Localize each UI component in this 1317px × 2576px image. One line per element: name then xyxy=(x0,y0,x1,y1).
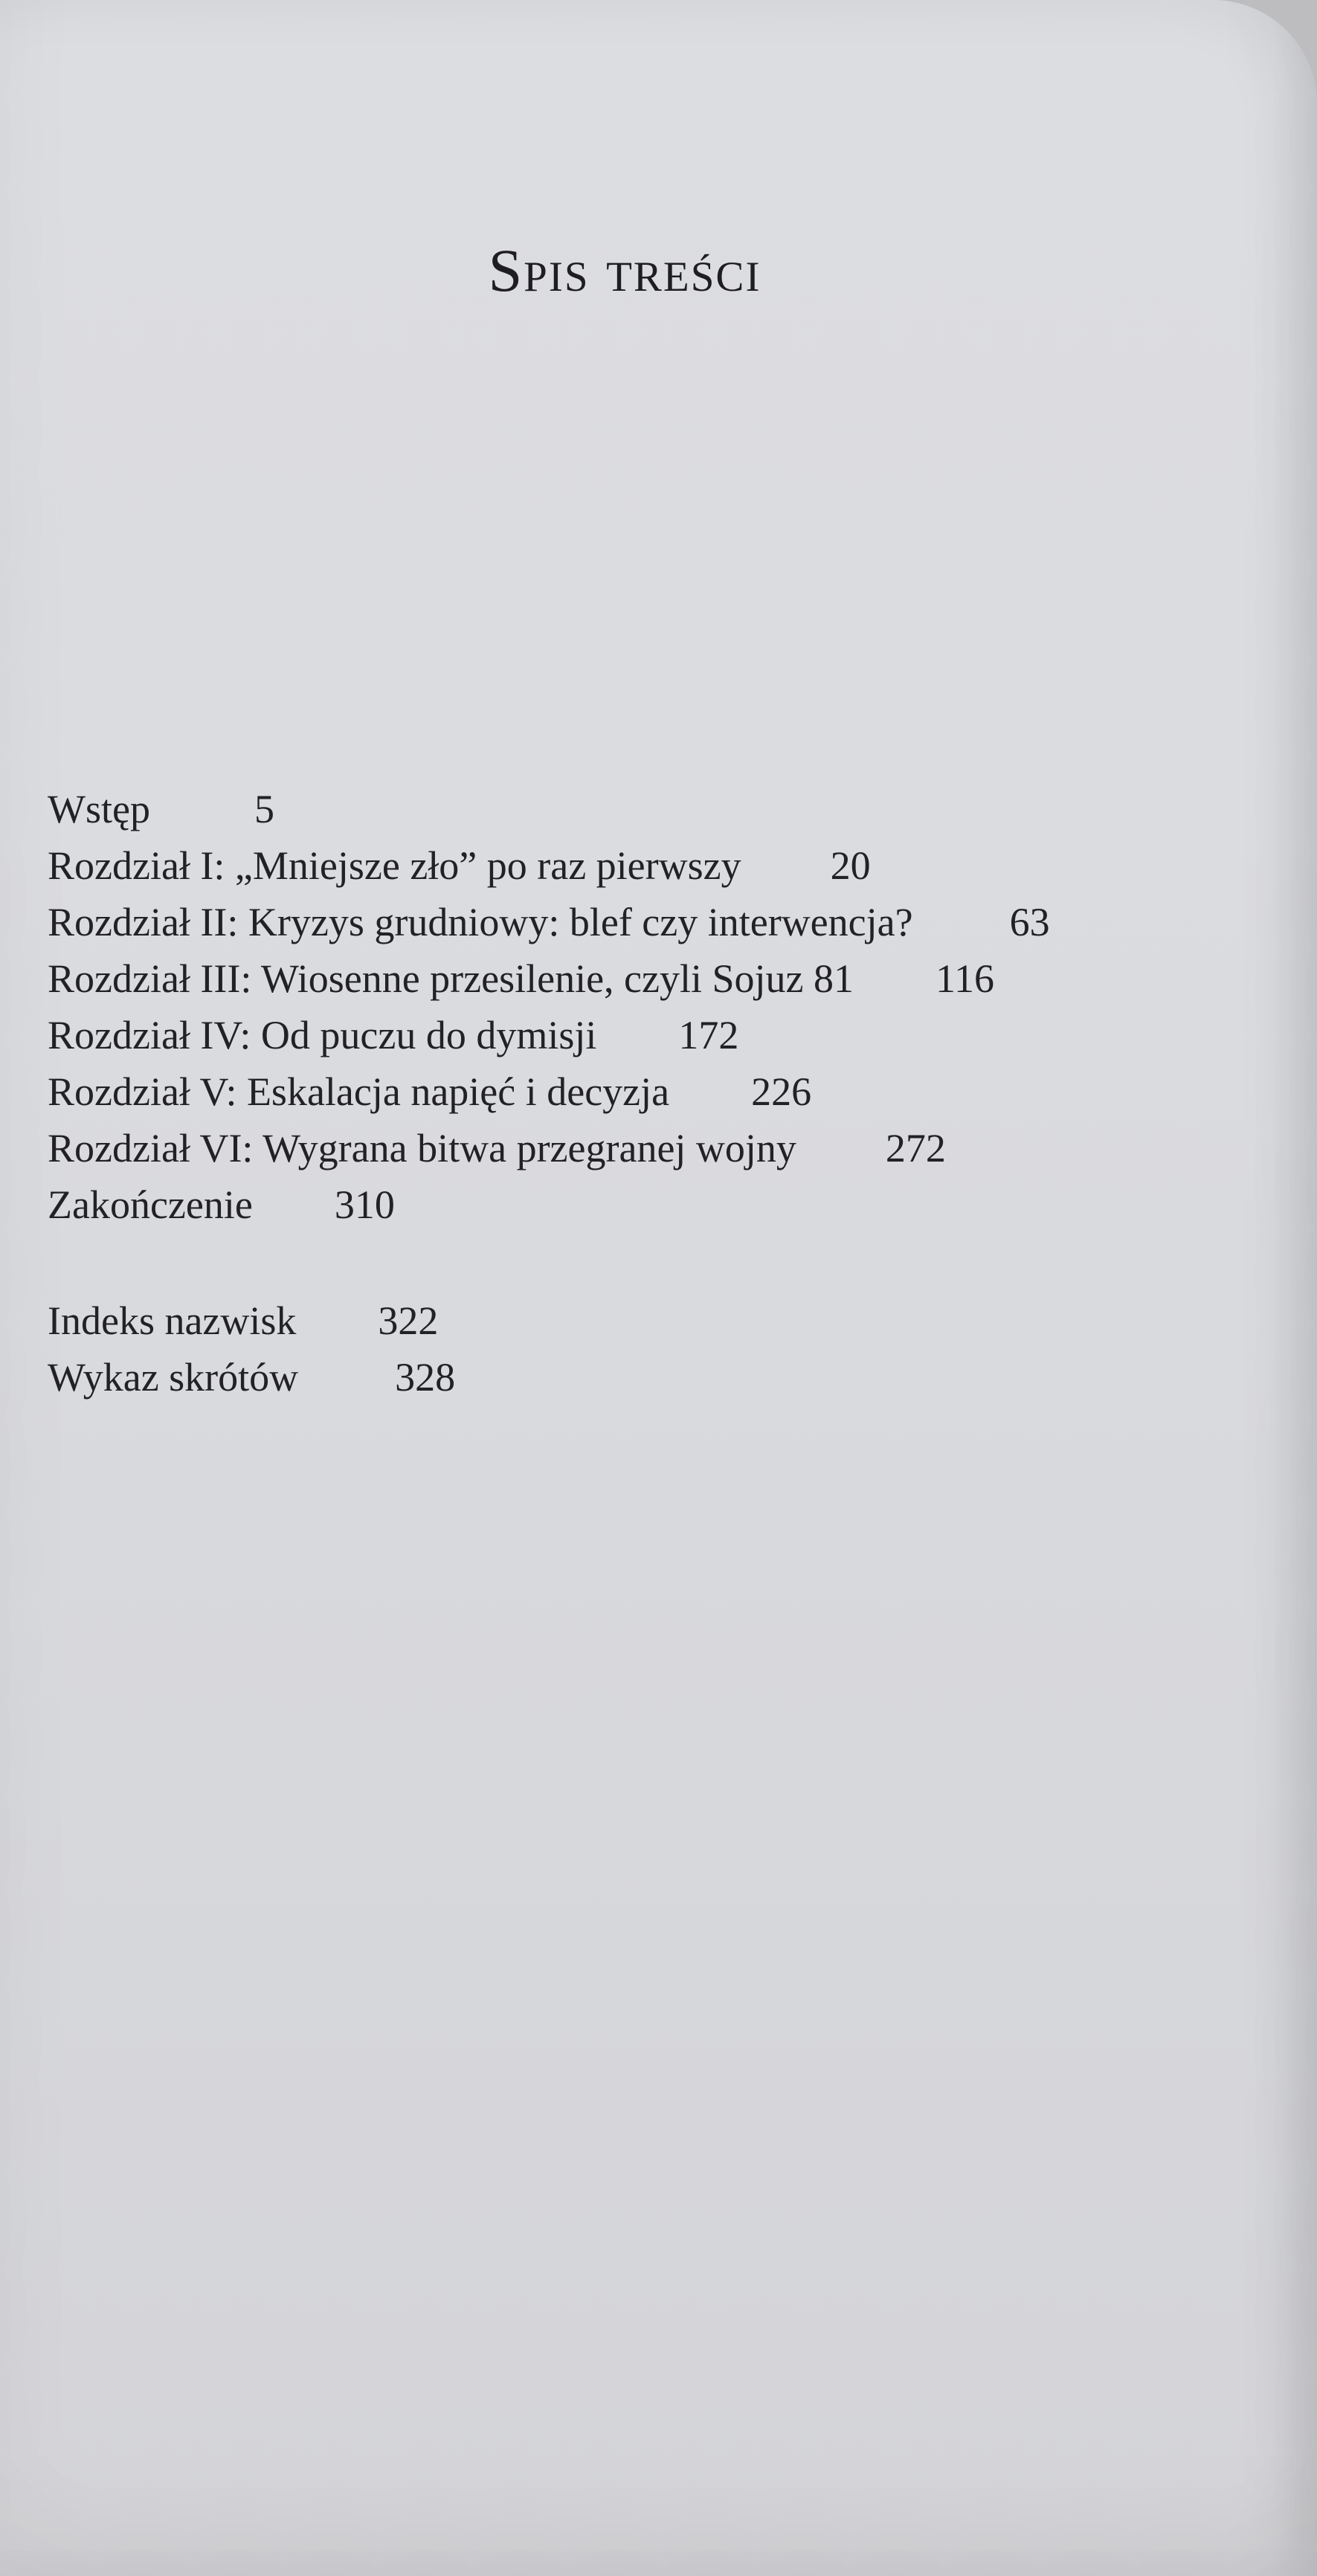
toc-entry-label: Rozdział IV: Od puczu do dymisji xyxy=(48,1013,597,1057)
toc-entry-label: Indeks nazwisk xyxy=(48,1298,297,1343)
toc-entry-page: 322 xyxy=(378,1298,439,1343)
toc-entry-page: 5 xyxy=(254,787,274,831)
toc-entry-label: Rozdział III: Wiosenne przesilenie, czyli Sojuz 81 xyxy=(48,956,854,1001)
page-edge-shadow xyxy=(1272,0,1317,2576)
table-of-contents xyxy=(48,781,1275,1405)
toc-entry-page: 328 xyxy=(395,1355,456,1400)
toc-entry xyxy=(48,1063,1275,1120)
toc-entry-page: 116 xyxy=(935,956,994,1001)
page-title: Spis treści xyxy=(488,236,761,304)
toc-entry xyxy=(48,1120,1275,1176)
toc-entry-page: 310 xyxy=(334,1182,395,1227)
toc-entry-label: Wykaz skrótów xyxy=(48,1355,299,1400)
toc-chapters xyxy=(48,781,1275,1233)
toc-entry xyxy=(48,781,1275,837)
toc-entry xyxy=(48,894,1275,950)
toc-entry-page: 272 xyxy=(885,1126,946,1171)
toc-entry xyxy=(48,950,1275,1007)
toc-entry-label: Rozdział II: Kryzys grudniowy: blef czy interwencja? xyxy=(48,900,913,944)
toc-entry-page: 20 xyxy=(830,843,871,888)
toc-entry-label: Rozdział V: Eskalacja napięć i decyzja xyxy=(48,1069,670,1114)
toc-entry xyxy=(48,1349,1275,1405)
toc-entry-label: Zakończenie xyxy=(48,1182,253,1227)
toc-entry xyxy=(48,1007,1275,1063)
toc-entry-page: 172 xyxy=(678,1013,739,1057)
toc-spacer xyxy=(48,1233,1275,1292)
toc-entry-page: 63 xyxy=(1009,900,1050,944)
toc-entry-label: Wstęp xyxy=(48,787,150,831)
toc-entry xyxy=(48,837,1275,894)
toc-entry xyxy=(48,1176,1275,1233)
toc-entry xyxy=(48,1292,1275,1349)
toc-entry-label: Rozdział VI: Wygrana bitwa przegranej wojny xyxy=(48,1126,796,1171)
toc-entry-page: 226 xyxy=(751,1069,812,1114)
toc-appendix xyxy=(48,1292,1275,1405)
toc-entry-label: Rozdział I: „Mniejsze zło” po raz pierwszy xyxy=(48,843,741,888)
